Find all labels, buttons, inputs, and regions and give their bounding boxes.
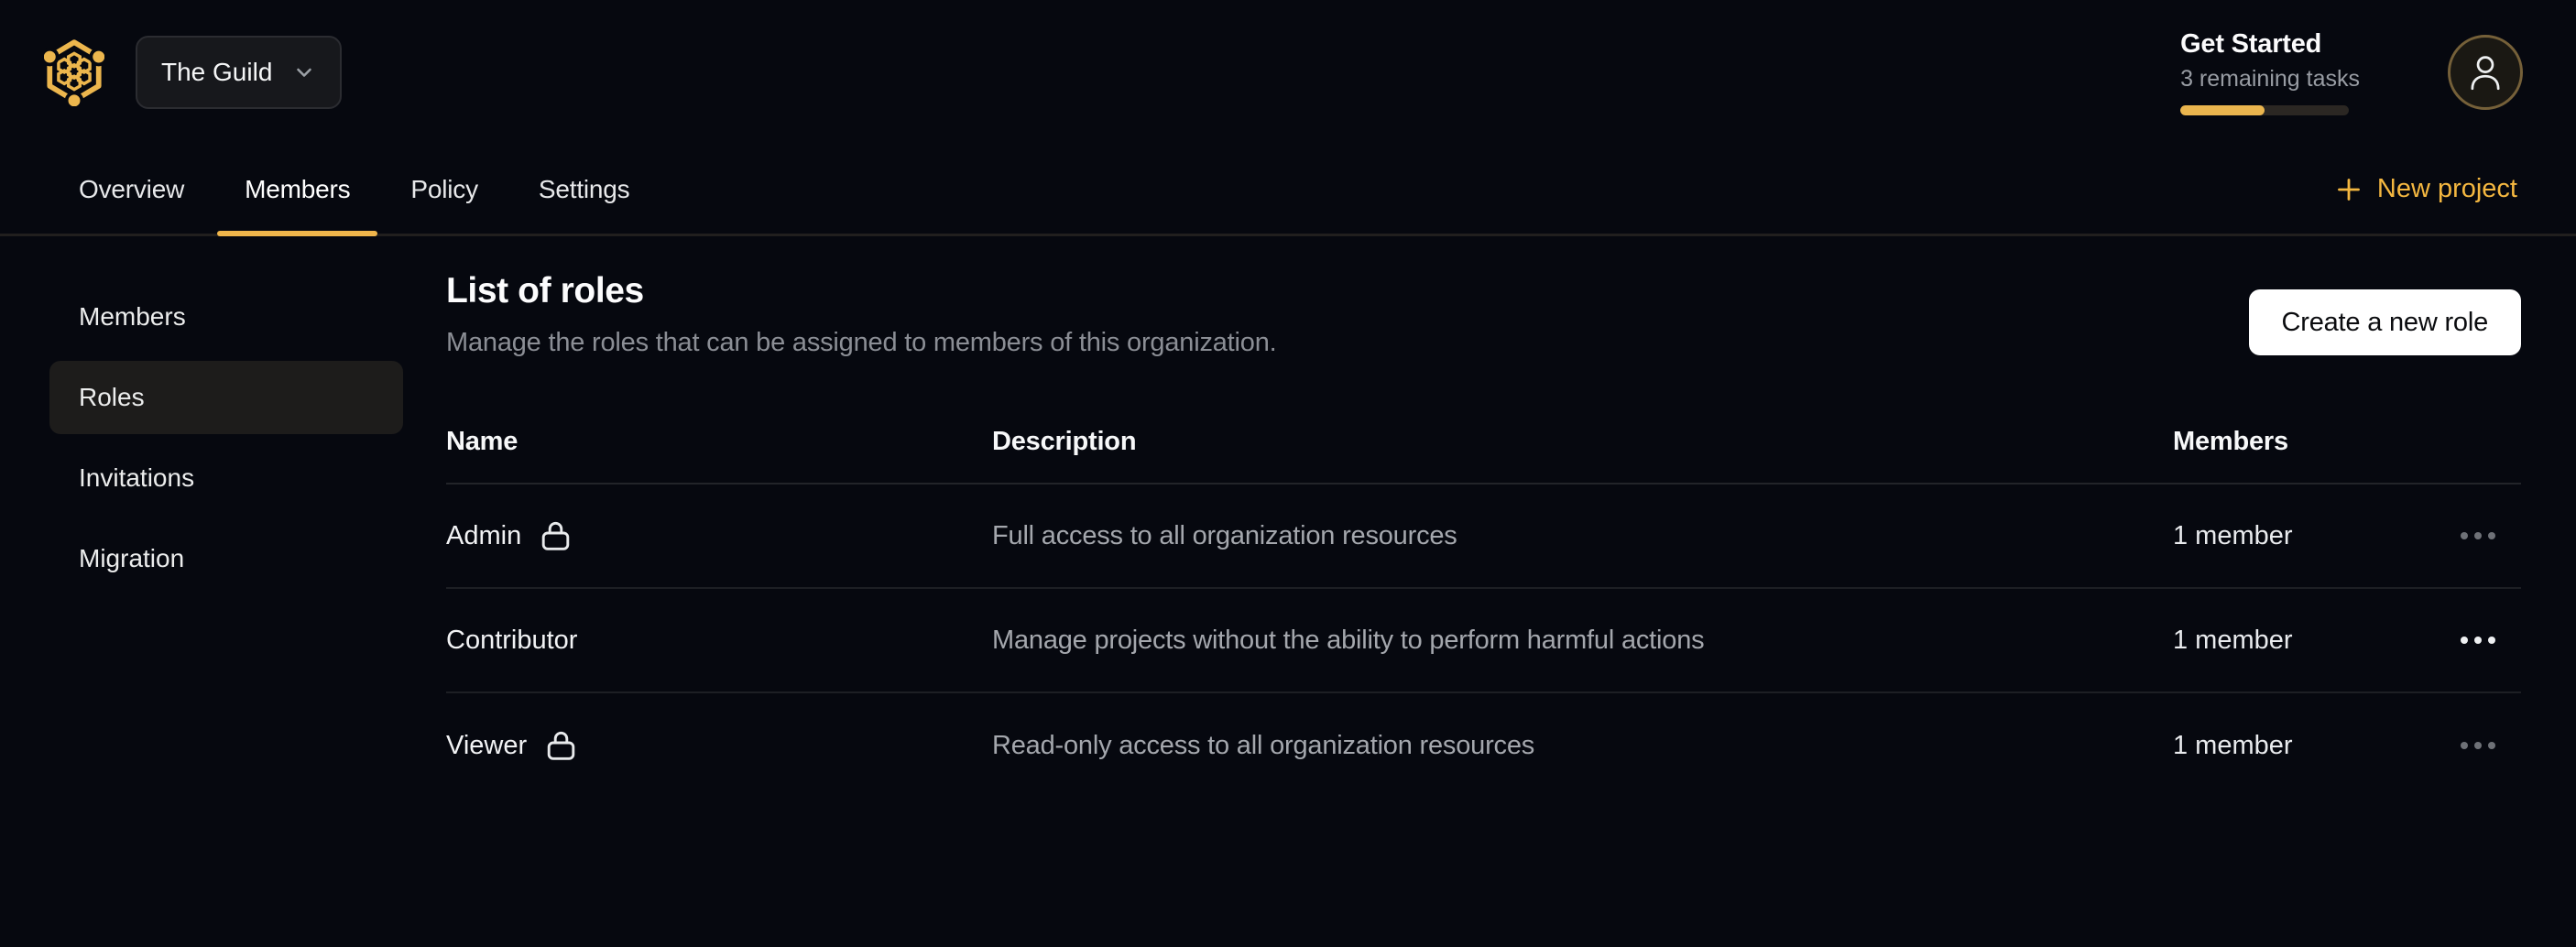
row-menu-button [2455, 523, 2501, 549]
org-selector-label: The Guild [161, 58, 273, 86]
get-started-widget[interactable] [2180, 29, 2360, 115]
main-header [446, 271, 2521, 358]
ellipsis-icon [2461, 532, 2468, 539]
org-selector-button[interactable] [136, 36, 342, 109]
sidebar-item-roles[interactable] [49, 361, 403, 434]
tab-label: Settings [538, 174, 630, 203]
tab-overview[interactable] [51, 145, 212, 234]
role-description: Manage projects without the ability to perform harmful actions [992, 625, 1705, 655]
tab-members[interactable] [217, 145, 377, 234]
role-name: Contributor [446, 625, 578, 655]
top-bar-right [2180, 29, 2523, 115]
role-name: Viewer [446, 730, 528, 760]
page-title: List of roles [446, 271, 644, 310]
avatar-button[interactable] [2448, 35, 2523, 110]
row-menu-button [2455, 733, 2501, 758]
top-bar-left [44, 36, 342, 109]
new-project-label: New project [2376, 174, 2517, 203]
new-project-button[interactable] [2330, 145, 2523, 234]
ellipsis-icon [2461, 637, 2468, 644]
table-header-row [446, 400, 2521, 484]
tab-bar [0, 145, 2576, 236]
sidebar [0, 236, 403, 947]
sidebar-item-migration[interactable] [49, 522, 403, 595]
sidebar-item-invitations[interactable] [49, 441, 403, 515]
sidebar-item-label: Invitations [79, 463, 195, 492]
hive-logo[interactable] [44, 38, 104, 106]
user-icon [2467, 52, 2504, 93]
roles-table [446, 400, 2521, 798]
column-header-description: Description [992, 426, 1137, 456]
role-name: Admin [446, 520, 522, 550]
tab-label: Overview [79, 174, 185, 203]
sidebar-item-members[interactable] [49, 280, 403, 354]
table-body [446, 484, 2521, 798]
content [0, 236, 2576, 947]
table-row [446, 484, 2521, 589]
get-started-subtitle: 3 remaining tasks [2180, 66, 2360, 92]
sidebar-item-label: Roles [79, 383, 145, 411]
lock-icon [547, 730, 575, 761]
top-bar [0, 0, 2576, 145]
table-row [446, 693, 2521, 798]
sidebar-item-label: Members [79, 302, 186, 331]
plus-icon [2335, 176, 2363, 203]
get-started-title: Get Started [2180, 29, 2322, 59]
column-header-name: Name [446, 426, 518, 456]
role-members-count: 1 member [2173, 730, 2293, 760]
main-header-text [446, 271, 1276, 358]
column-header-members: Members [2173, 426, 2288, 456]
create-role-button[interactable]: Create a new role [2249, 289, 2522, 355]
role-description: Read-only access to all organization resources [992, 730, 1535, 760]
chevron-down-icon [292, 60, 316, 84]
hive-honeycomb-icon [44, 38, 104, 106]
get-started-progress-fill [2180, 105, 2265, 115]
sidebar-item-label: Migration [79, 544, 185, 572]
main-panel [403, 236, 2576, 947]
get-started-progressbar [2180, 105, 2349, 115]
tab-settings[interactable] [511, 145, 658, 234]
row-menu-button[interactable] [2455, 627, 2501, 653]
ellipsis-icon [2461, 742, 2468, 749]
table-row [446, 589, 2521, 693]
role-members-count: 1 member [2173, 625, 2293, 655]
page-subtitle: Manage the roles that can be assigned to members of this organization. [446, 328, 1277, 357]
lock-icon [541, 520, 570, 551]
role-description: Full access to all organization resources [992, 520, 1457, 550]
tabs [51, 145, 657, 234]
tab-label: Members [245, 174, 351, 203]
role-members-count: 1 member [2173, 520, 2293, 550]
tab-policy[interactable] [383, 145, 506, 234]
tab-label: Policy [410, 174, 478, 203]
